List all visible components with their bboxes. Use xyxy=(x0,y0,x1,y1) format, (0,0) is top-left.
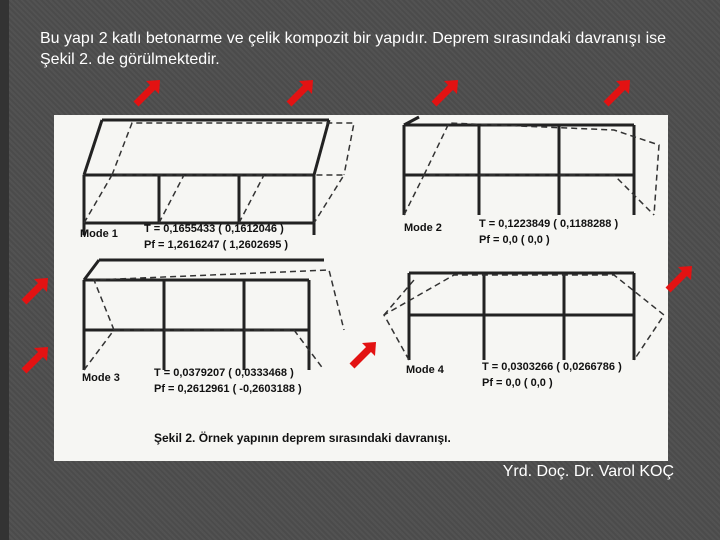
mode-4-period: T = 0,0303266 ( 0,0266786 ) xyxy=(482,361,622,373)
arrow-icon xyxy=(20,345,50,375)
mode-3-frame xyxy=(84,260,324,370)
mode-4-label: Mode 4 xyxy=(406,364,444,376)
arrow-icon xyxy=(602,78,632,108)
mode-2-participation: Pf = 0,0 ( 0,0 ) xyxy=(479,234,550,246)
slide-title: Bu yapı 2 katlı betonarme ve çelik kompozit bir yapıdır. Deprem sırasındaki davranışı ise Şekil 2. de görülmektedir. xyxy=(40,30,667,68)
mode-1-participation: Pf = 1,2616247 ( 1,2602695 ) xyxy=(144,239,289,251)
mode-2-frame xyxy=(404,117,634,215)
arrow-icon xyxy=(348,340,378,370)
arrow-icon xyxy=(285,78,315,108)
frame-drawings xyxy=(54,115,668,461)
arrow-icon xyxy=(132,78,162,108)
author-name: Yrd. Doç. Dr. Varol KOÇ xyxy=(502,463,674,480)
mode-shapes-figure xyxy=(54,115,668,461)
mode-3-label: Mode 3 xyxy=(82,372,120,384)
mode-1-period: T = 0,1655433 ( 0,1612046 ) xyxy=(144,223,284,235)
mode-3-period: T = 0,0379207 ( 0,0333468 ) xyxy=(154,367,294,379)
mode-3-participation: Pf = 0,2612961 ( -0,2603188 ) xyxy=(154,383,302,395)
mode-1-frame xyxy=(84,120,329,235)
mode-4-frame xyxy=(409,273,634,360)
mode-2-label: Mode 2 xyxy=(404,222,442,234)
mode-2-period: T = 0,1223849 ( 0,1188288 ) xyxy=(479,218,619,230)
mode-4-participation: Pf = 0,0 ( 0,0 ) xyxy=(482,377,553,389)
arrow-icon xyxy=(664,264,694,294)
figure-caption: Şekil 2. Örnek yapının deprem sırasındaki davranışı. xyxy=(154,431,451,445)
arrow-icon xyxy=(20,276,50,306)
left-border xyxy=(0,0,9,540)
mode-1-label: Mode 1 xyxy=(80,228,118,240)
arrow-icon xyxy=(430,78,460,108)
